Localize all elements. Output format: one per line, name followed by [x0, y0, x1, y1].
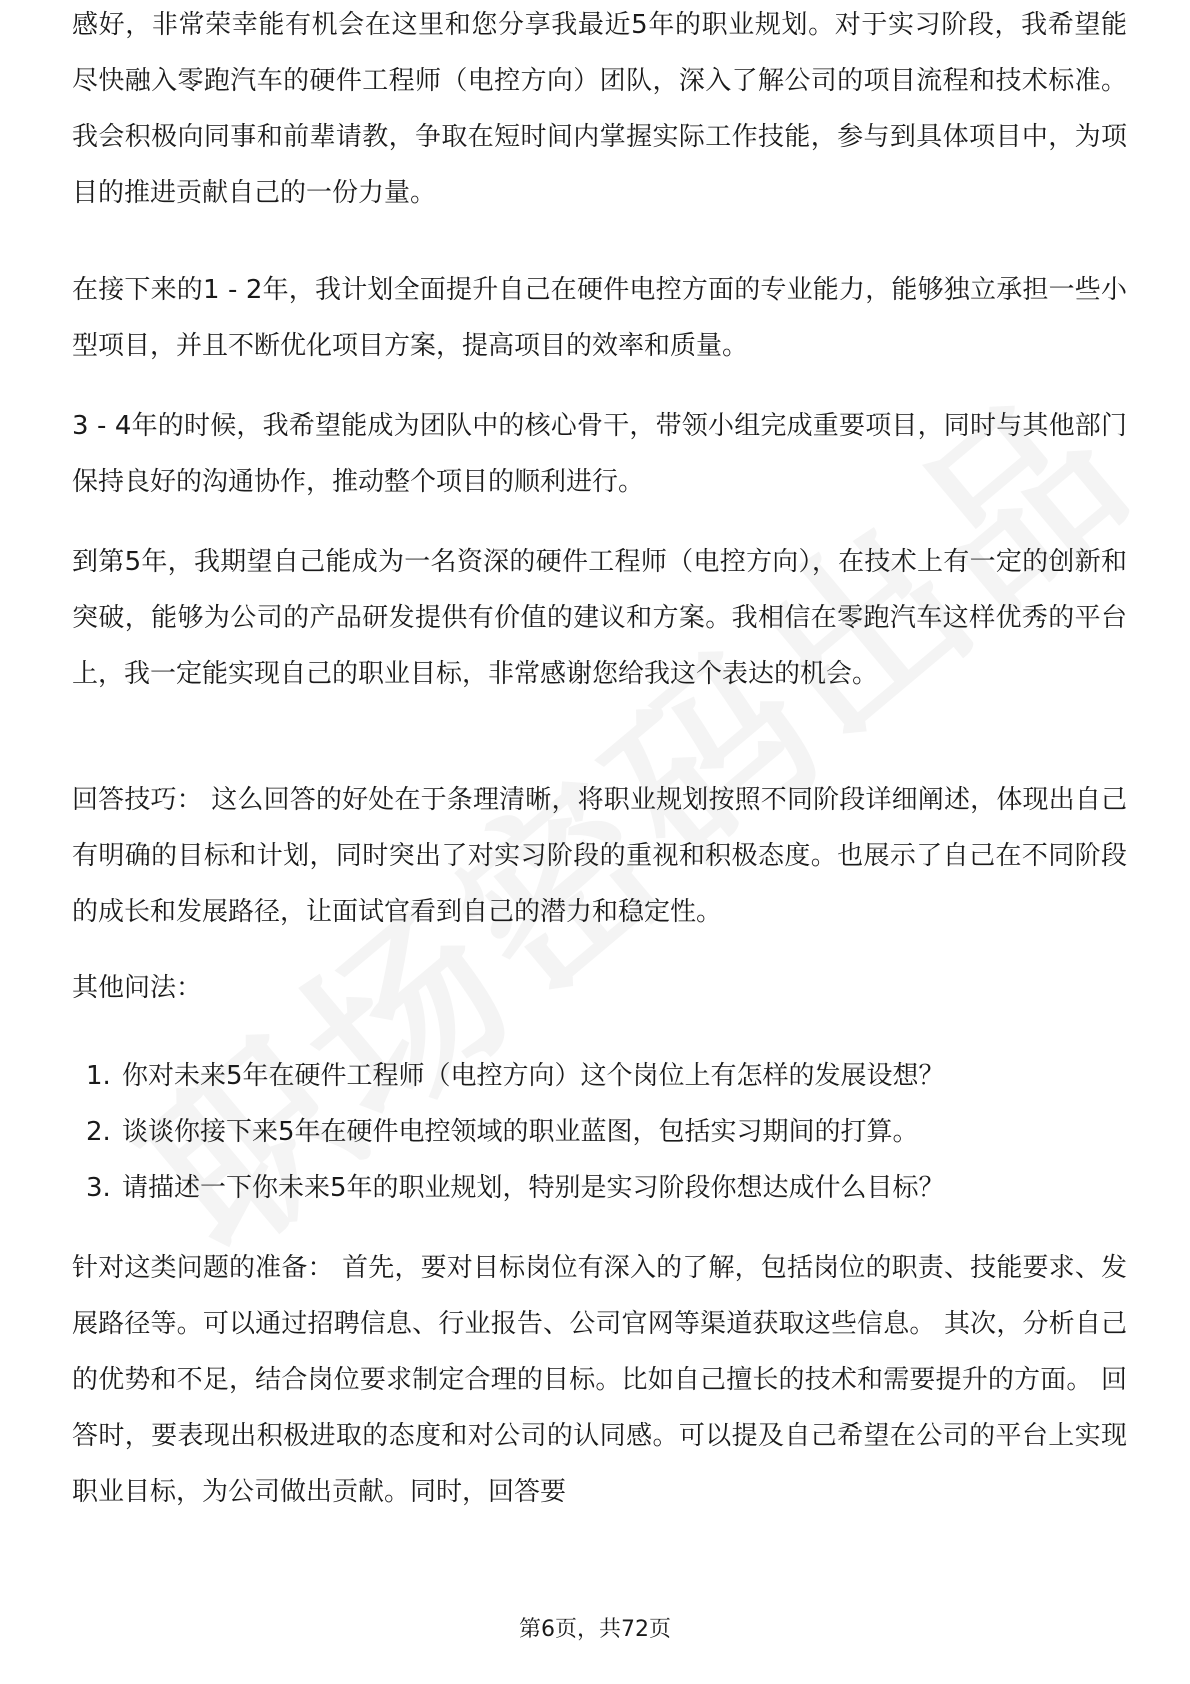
list-item [72, 1160, 1127, 1216]
list-item [72, 1048, 1127, 1104]
paragraph-preparation: 针对这类问题的准备： 首先，要对目标岗位有深入的了解，包括岗位的职责、技能要求、发展路径等。可以通过招聘信息、行业报告、公司官网等渠道获取这些信息。 其次，分析自己的优势和不足，结合岗位要求制定合理的目标。比如自己擅长的技术和需要提升的方面。 回答时，要表现出积极进取的态度和对公司的认同感。可以提及自己希望在公司的平台上实现职业目标，为公司做出贡献。同时，回答要 [72, 1253, 1127, 1507]
paragraph-answer-tips: 回答技巧： 这么回答的好处在于条理清晰，将职业规划按照不同阶段详细阐述，体现出自己有明确的目标和计划，同时突出了对实习阶段的重视和积极态度。也展示了自己在不同阶段的成长和发展路径，让面试官看到自己的潜力和稳定性。 [72, 785, 1127, 927]
list-item-text: 请描述一下你未来5年的职业规划，特别是实习阶段你想达成什么目标？ [122, 1173, 945, 1203]
document-body [72, 0, 1127, 1590]
paragraph-other-questions-heading: 其他问法： [72, 973, 203, 1003]
list-item-text: 谈谈你接下来5年在硬件电控领域的职业蓝图，包括实习期间的打算。 [122, 1117, 919, 1147]
list-item-number: 1. [86, 1061, 111, 1091]
list-item-text: 你对未来5年在硬件工程师（电控方向）这个岗位上有怎样的发展设想？ [122, 1061, 945, 1091]
list-item [72, 1104, 1127, 1160]
other-questions-list [72, 1048, 1127, 1216]
paragraph-intro: 感好，非常荣幸能有机会在这里和您分享我最近5年的职业规划。对于实习阶段，我希望能尽快融入零跑汽车的硬件工程师（电控方向）团队，深入了解公司的项目流程和技术标准。我会积极向同事和前辈请教，争取在短时间内掌握实际工作技能，参与到具体项目中，为项目的推进贡献自己的一份力量。 [72, 10, 1127, 208]
list-item-number: 2. [86, 1117, 111, 1147]
page-number: 第6页，共72页 [519, 1617, 671, 1642]
paragraph-year-5: 到第5年，我期望自己能成为一名资深的硬件工程师（电控方向），在技术上有一定的创新和突破，能够为公司的产品研发提供有价值的建议和方案。我相信在零跑汽车这样优秀的平台上，我一定能实现自己的职业目标，非常感谢您给我这个表达的机会。 [72, 547, 1127, 689]
paragraph-years-1-2: 在接下来的1 - 2年，我计划全面提升自己在硬件电控方面的专业能力，能够独立承担一些小型项目，并且不断优化项目方案，提高项目的效率和质量。 [72, 275, 1127, 361]
list-item-number: 3. [86, 1173, 111, 1203]
paragraph-years-3-4: 3 - 4年的时候，我希望能成为团队中的核心骨干，带领小组完成重要项目，同时与其他部门保持良好的沟通协作，推动整个项目的顺利进行。 [72, 411, 1127, 497]
